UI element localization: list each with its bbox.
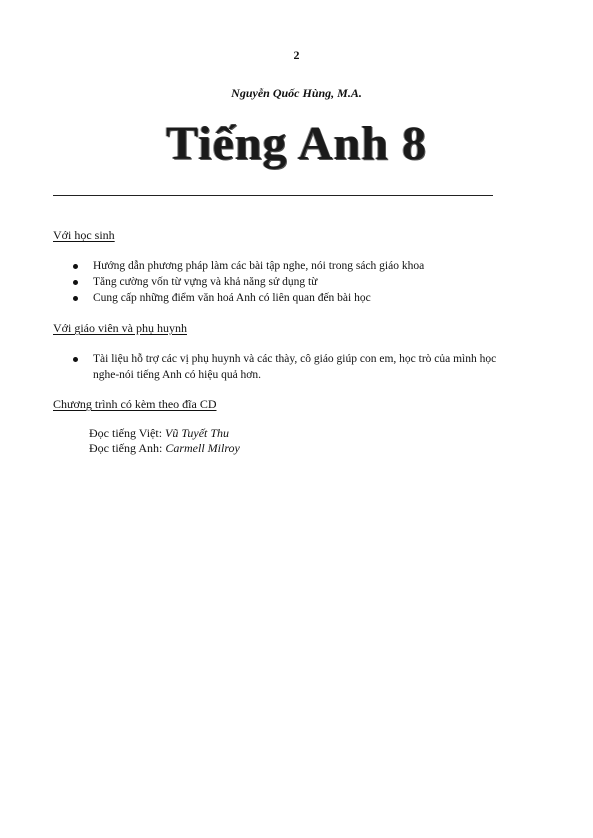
bullet-icon bbox=[73, 357, 78, 362]
list-item-text: Hướng dẫn phương pháp làm các bài tập nghe, nói trong sách giáo khoa bbox=[93, 260, 425, 272]
bullet-icon bbox=[73, 280, 78, 285]
section-heading-cd: Chương trình có kèm theo đĩa CD bbox=[53, 397, 217, 411]
students-bullet-list bbox=[70, 258, 520, 306]
section-heading-teachers: Với giáo viên và phụ huynh bbox=[53, 321, 187, 335]
narrator-credits bbox=[89, 426, 240, 456]
list-item-text: Tăng cường vốn từ vựng và khả năng sử dụng từ bbox=[93, 276, 318, 288]
vietnamese-reader-name: Vũ Tuyết Thu bbox=[165, 426, 230, 440]
vietnamese-reader-line bbox=[89, 426, 240, 441]
list-item bbox=[70, 274, 520, 290]
bullet-icon bbox=[73, 296, 78, 301]
book-title: Tiếng Anh 8 bbox=[166, 117, 427, 170]
bullet-icon bbox=[73, 264, 78, 269]
english-reader-name: Carmell Milroy bbox=[165, 441, 240, 455]
list-item-text: Tài liệu hỗ trợ các vị phụ huynh và các thày, cô giáo giúp con em, học trò của mình học nghe-nói tiếng Anh có hiệu quả hơn. bbox=[93, 353, 497, 381]
list-item bbox=[70, 290, 520, 306]
horizontal-divider bbox=[53, 195, 493, 196]
vietnamese-reader-label: Đọc tiếng Việt: bbox=[89, 426, 163, 440]
list-item bbox=[70, 258, 520, 274]
english-reader-line bbox=[89, 441, 240, 456]
page-number: 2 bbox=[293, 48, 300, 62]
english-reader-label: Đọc tiếng Anh: bbox=[89, 441, 163, 455]
list-item bbox=[70, 351, 525, 383]
section-heading-students: Với học sinh bbox=[53, 228, 115, 242]
author-name: Nguyễn Quốc Hùng, M.A. bbox=[231, 86, 362, 100]
teachers-bullet-list bbox=[70, 351, 525, 383]
list-item-text: Cung cấp những điểm văn hoá Anh có liên quan đến bài học bbox=[93, 292, 371, 304]
